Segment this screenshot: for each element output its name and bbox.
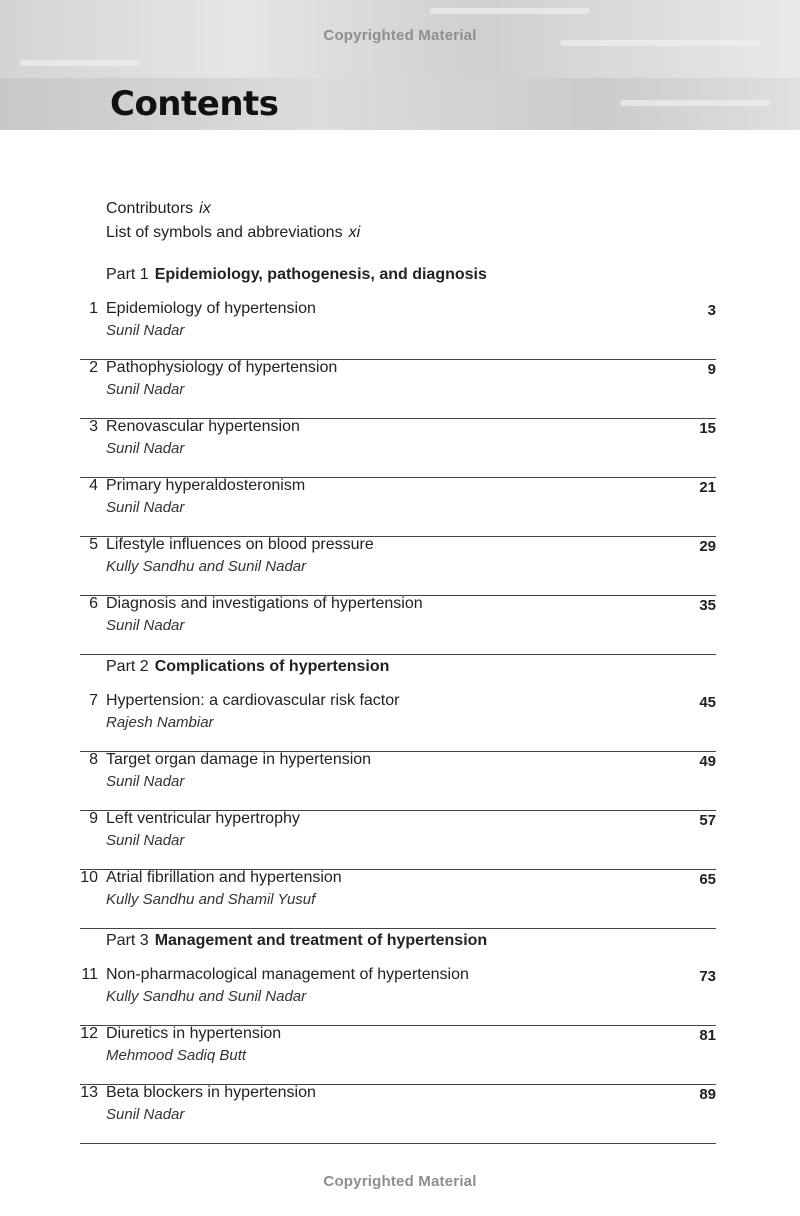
- banner-streak: [620, 100, 770, 106]
- watermark-bottom: Copyrighted Material: [323, 1173, 477, 1190]
- chapter-author: Sunil Nadar: [106, 617, 185, 634]
- front-matter-item[interactable]: [106, 224, 360, 242]
- chapter-title: Hypertension: a cardiovascular risk factor: [106, 692, 400, 709]
- chapter-title: Left ventricular hypertrophy: [106, 810, 300, 827]
- chapter-page: 45: [699, 694, 716, 711]
- chapter-author: Sunil Nadar: [106, 773, 185, 790]
- chapter-number: 2: [89, 359, 98, 376]
- toc-entry[interactable]: [80, 1084, 716, 1144]
- chapter-author: Sunil Nadar: [106, 440, 185, 457]
- part-title: Epidemiology, pathogenesis, and diagnosis: [154, 266, 487, 283]
- chapter-title: Target organ damage in hypertension: [106, 751, 372, 768]
- toc-entry[interactable]: [80, 536, 716, 596]
- chapter-author: Sunil Nadar: [106, 381, 185, 398]
- chapter-number: 1: [89, 300, 98, 317]
- chapter-number: 3: [89, 418, 98, 435]
- chapter-page: 65: [699, 871, 716, 888]
- chapter-author: Kully Sandhu and Shamil Yusuf: [106, 891, 316, 908]
- chapter-page: 49: [699, 753, 716, 770]
- part-heading: [106, 932, 487, 950]
- chapter-title: Lifestyle influences on blood pressure: [106, 536, 374, 553]
- chapter-author: Kully Sandhu and Sunil Nadar: [106, 988, 307, 1005]
- chapter-author: Sunil Nadar: [106, 499, 185, 516]
- part-heading: [106, 266, 487, 284]
- part-title: Complications of hypertension: [154, 658, 390, 675]
- chapter-title: Non-pharmacological management of hypertension: [106, 966, 469, 983]
- toc-entry[interactable]: [80, 359, 716, 419]
- chapter-page: 81: [699, 1027, 716, 1044]
- chapter-number: 4: [89, 477, 98, 494]
- chapter-title: Diuretics in hypertension: [106, 1025, 282, 1042]
- chapter-page: 15: [699, 420, 716, 437]
- toc-entry[interactable]: [80, 1025, 716, 1085]
- part-heading: [106, 658, 389, 676]
- toc-entry[interactable]: [80, 751, 716, 811]
- toc-entry[interactable]: [80, 595, 716, 655]
- chapter-number: 11: [81, 966, 98, 983]
- chapter-page: 21: [699, 479, 716, 496]
- part-label: Part 1: [106, 266, 149, 283]
- front-matter-page: xi: [348, 224, 361, 241]
- part-label: Part 3: [106, 932, 149, 949]
- toc-entry[interactable]: [80, 418, 716, 478]
- front-matter-label: List of symbols and abbreviations: [106, 224, 343, 241]
- chapter-number: 6: [89, 595, 98, 612]
- chapter-title: Diagnosis and investigations of hypertension: [106, 595, 423, 612]
- chapter-author: Kully Sandhu and Sunil Nadar: [106, 558, 307, 575]
- chapter-number: 8: [89, 751, 98, 768]
- chapter-number: 13: [80, 1084, 98, 1101]
- page-title: Contents: [110, 84, 279, 124]
- chapter-number: 10: [80, 869, 98, 886]
- banner-streak: [20, 60, 140, 66]
- chapter-number: 7: [89, 692, 98, 709]
- chapter-author: Sunil Nadar: [106, 832, 185, 849]
- front-matter-label: Contributors: [106, 200, 194, 217]
- chapter-title: Epidemiology of hypertension: [106, 300, 316, 317]
- chapter-title: Atrial fibrillation and hypertension: [106, 869, 342, 886]
- chapter-title: Beta blockers in hypertension: [106, 1084, 316, 1101]
- chapter-title: Pathophysiology of hypertension: [106, 359, 338, 376]
- chapter-page: 9: [707, 361, 716, 378]
- chapter-author: Sunil Nadar: [106, 322, 185, 339]
- chapter-page: 73: [699, 968, 716, 985]
- chapter-number: 5: [89, 536, 98, 553]
- part-label: Part 2: [106, 658, 149, 675]
- banner-streak: [430, 8, 590, 14]
- chapter-author: Sunil Nadar: [106, 1106, 185, 1123]
- chapter-page: 29: [699, 538, 716, 555]
- toc-entry[interactable]: [80, 869, 716, 929]
- chapter-page: 3: [707, 302, 716, 319]
- front-matter-item[interactable]: [106, 200, 211, 218]
- toc-entry[interactable]: [80, 300, 716, 360]
- chapter-number: 9: [89, 810, 98, 827]
- chapter-page: 35: [699, 597, 716, 614]
- chapter-author: Rajesh Nambiar: [106, 714, 214, 731]
- watermark-top: Copyrighted Material: [323, 27, 477, 44]
- chapter-author: Mehmood Sadiq Butt: [106, 1047, 247, 1064]
- toc-entry[interactable]: [80, 692, 716, 752]
- part-title: Management and treatment of hypertension: [154, 932, 488, 949]
- chapter-page: 89: [699, 1086, 716, 1103]
- toc-entry[interactable]: [80, 477, 716, 537]
- toc-entry[interactable]: [80, 810, 716, 870]
- toc-entry[interactable]: [80, 966, 716, 1026]
- chapter-title: Renovascular hypertension: [106, 418, 300, 435]
- chapter-page: 57: [699, 812, 716, 829]
- chapter-title: Primary hyperaldosteronism: [106, 477, 306, 494]
- front-matter-page: ix: [199, 200, 211, 217]
- chapter-number: 12: [80, 1025, 98, 1042]
